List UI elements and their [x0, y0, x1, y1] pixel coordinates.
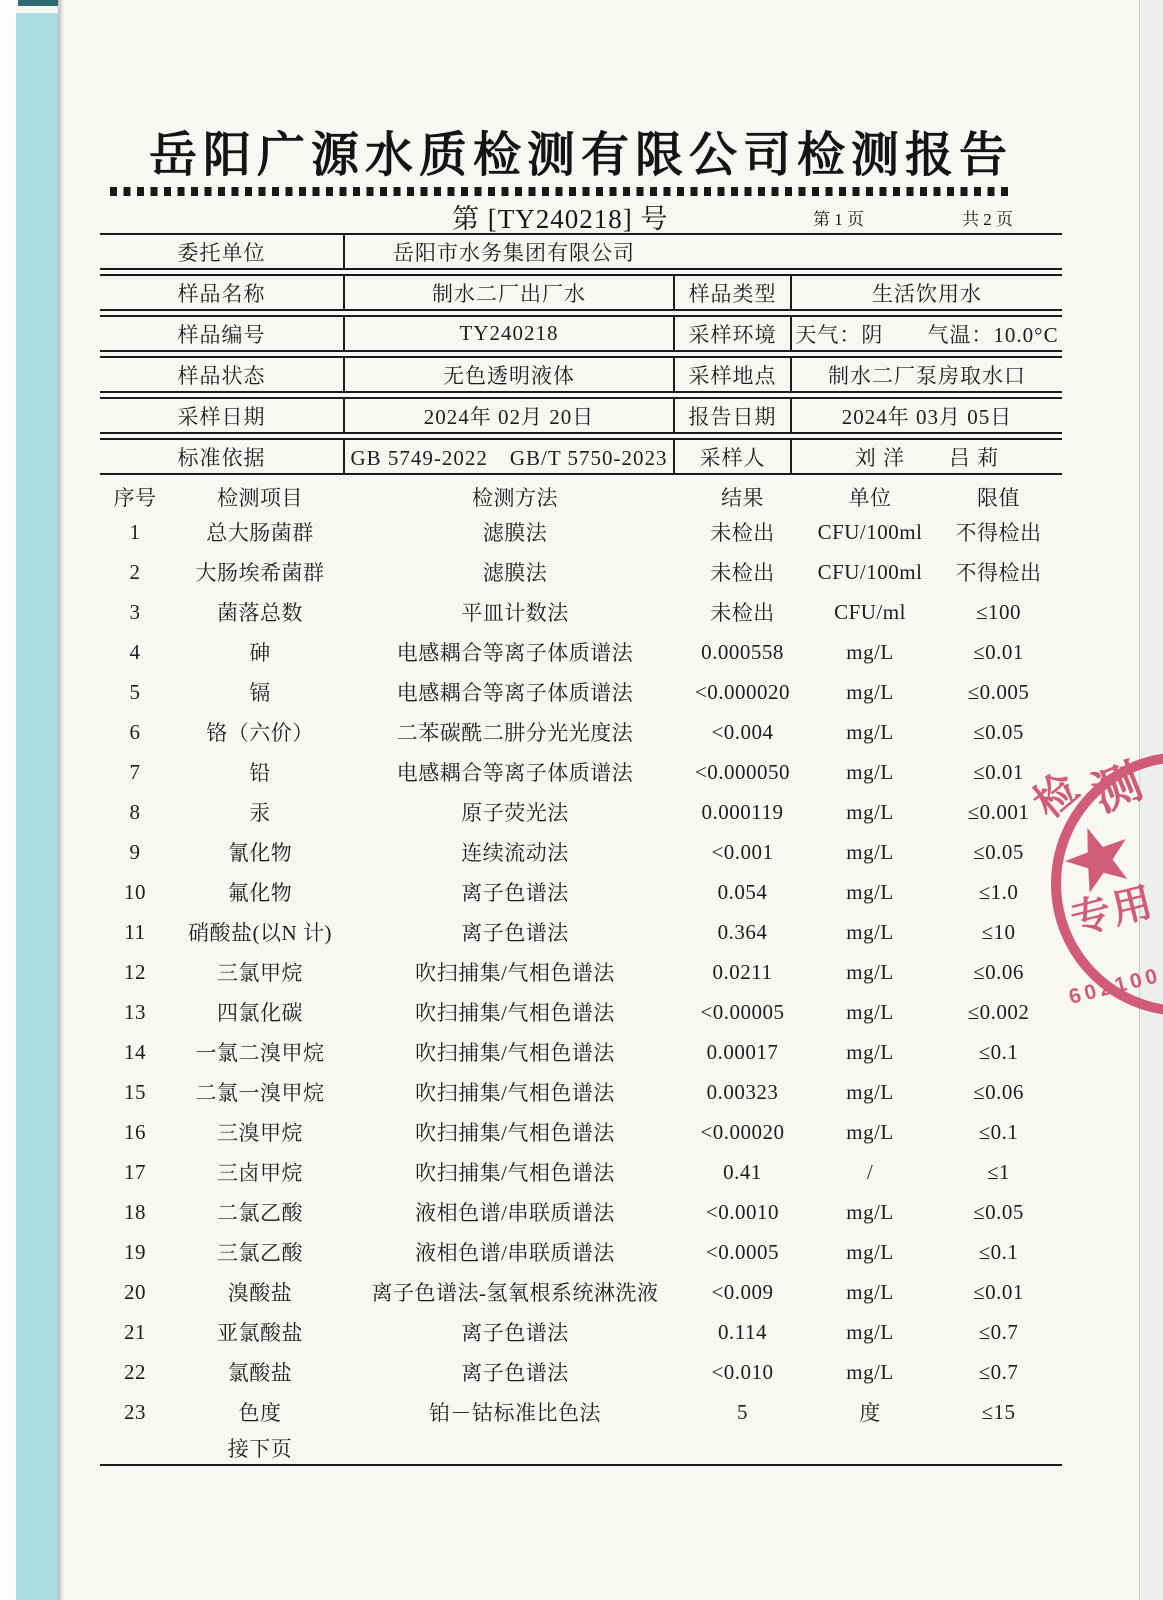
result-index: 4: [129, 639, 141, 664]
result-unit: 度: [859, 1401, 881, 1425]
result-value: <0.00005: [700, 999, 785, 1024]
result-value: <0.004: [711, 719, 774, 744]
result-row: [100, 1152, 1062, 1192]
result-method: 原子荧光法: [461, 801, 569, 825]
result-index: 19: [124, 1239, 146, 1264]
result-item-name: 四氯化碳: [217, 1001, 303, 1025]
result-unit: mg/L: [846, 799, 894, 824]
result-method: 电感耦合等离子体质谱法: [396, 641, 634, 665]
info-value-2: 刘 洋 吕 莉: [854, 445, 1000, 470]
result-method: 液相色谱/串联质谱法: [415, 1201, 615, 1225]
result-row: [100, 832, 1062, 872]
company-seal-stamp: [1023, 712, 1163, 1042]
result-unit: mg/L: [846, 879, 894, 904]
result-limit: ≤15: [981, 1399, 1016, 1424]
backing-corner-bar: [18, 0, 63, 6]
scan-margin-left: [0, 0, 16, 1600]
result-limit: ≤0.1: [978, 1119, 1019, 1144]
result-method: 连续流动法: [461, 841, 569, 865]
result-item-name: 氰化物: [227, 841, 293, 865]
result-limit: ≤0.06: [973, 959, 1024, 984]
seal-graphic: [1023, 712, 1163, 1042]
result-unit: CFU/ml: [834, 599, 906, 624]
result-index: 16: [124, 1119, 146, 1144]
result-limit: ≤0.01: [973, 1279, 1024, 1304]
page-title: 岳阳广源水质检测有限公司检测报告: [148, 129, 1013, 182]
result-method: 平皿计数法: [461, 601, 569, 625]
info-value-2: 制水二厂泵房取水口: [828, 363, 1026, 388]
result-index: 14: [124, 1039, 146, 1064]
results-table-body: [100, 512, 1062, 1432]
result-method: 离子色谱法: [461, 881, 569, 905]
result-row: [100, 1112, 1062, 1152]
result-row: [100, 1072, 1062, 1112]
result-value: 0.41: [723, 1159, 762, 1184]
result-unit: mg/L: [846, 1079, 894, 1104]
info-label-2: 样品类型: [675, 276, 792, 309]
result-unit: mg/L: [846, 719, 894, 744]
result-limit: ≤0.01: [973, 639, 1024, 664]
header-item: 检测项目: [217, 486, 303, 510]
result-limit: ≤0.005: [967, 679, 1030, 704]
result-value: <0.000020: [694, 679, 791, 704]
result-method: 吹扫捕集/气相色谱法: [415, 961, 615, 985]
result-limit: ≤0.06: [973, 1079, 1024, 1104]
result-row: [100, 712, 1062, 752]
result-unit: mg/L: [846, 759, 894, 784]
result-unit: mg/L: [846, 1239, 894, 1264]
result-limit: ≤1.0: [978, 879, 1019, 904]
result-unit: mg/L: [846, 999, 894, 1024]
result-method: 滤膜法: [482, 521, 548, 545]
result-index: 11: [124, 919, 146, 944]
sample-info-row: [100, 315, 1062, 352]
result-value: <0.00020: [700, 1119, 785, 1144]
result-index: 22: [124, 1359, 146, 1384]
backing-sheet-strip: [16, 13, 59, 1600]
sample-info-row: [100, 397, 1062, 434]
result-value: 未检出: [710, 601, 775, 625]
header-unit: 单位: [848, 486, 892, 510]
result-item-name: 色度: [238, 1401, 282, 1425]
result-item-name: 二氯乙酸: [217, 1201, 303, 1225]
result-row: [100, 792, 1062, 832]
result-item-name: 菌落总数: [217, 601, 303, 625]
info-label: 样品状态: [100, 358, 345, 391]
result-index: 2: [129, 559, 141, 584]
sample-info-row: [100, 356, 1062, 393]
result-row: [100, 912, 1062, 952]
result-item-name: 铅: [249, 761, 271, 785]
result-item-name: 三卤甲烷: [217, 1161, 303, 1185]
info-label: 采样日期: [100, 399, 345, 432]
sample-info-row: [100, 438, 1062, 475]
info-value-2: 生活饮用水: [872, 281, 982, 306]
table-bottom-rule: [100, 1464, 1062, 1466]
result-index: 5: [129, 679, 141, 704]
result-index: 15: [124, 1079, 146, 1104]
results-table: [100, 482, 1062, 1466]
sample-info-row: [100, 233, 1062, 270]
info-label-2: 采样人: [675, 440, 792, 473]
result-item-name: 亚氯酸盐: [217, 1321, 303, 1345]
result-value: <0.009: [711, 1279, 774, 1304]
info-label: 委托单位: [100, 235, 345, 268]
result-index: 18: [124, 1199, 146, 1224]
result-value: 0.054: [717, 879, 768, 904]
info-label: 样品名称: [100, 276, 345, 309]
seal-top-char-1: 检: [1024, 763, 1087, 827]
result-limit: ≤0.7: [978, 1319, 1019, 1344]
header-index: 序号: [113, 486, 157, 510]
paper-left-edge-shadow: [58, 0, 64, 1600]
result-item-name: 总大肠菌群: [206, 521, 314, 545]
result-limit: 不得检出: [955, 561, 1042, 585]
result-item-name: 二氯一溴甲烷: [195, 1081, 325, 1105]
header-method: 检测方法: [472, 486, 558, 510]
result-limit: ≤0.002: [967, 999, 1030, 1024]
result-item-name: 汞: [249, 801, 271, 825]
result-index: 23: [124, 1399, 146, 1424]
result-index: 20: [124, 1279, 146, 1304]
result-unit: mg/L: [846, 1199, 894, 1224]
result-value: 0.00017: [706, 1039, 779, 1064]
result-item-name: 氯酸盐: [227, 1361, 293, 1385]
result-unit: mg/L: [846, 919, 894, 944]
result-value: 0.000558: [701, 639, 784, 664]
header-limit: 限值: [977, 486, 1020, 510]
results-header-row: [100, 482, 1062, 512]
result-row: [100, 1192, 1062, 1232]
page-total: 共 2 页: [962, 210, 1013, 229]
result-method: 吹扫捕集/气相色谱法: [415, 1161, 615, 1185]
result-row: [100, 1032, 1062, 1072]
result-item-name: 溴酸盐: [227, 1281, 293, 1305]
result-limit: ≤0.05: [973, 719, 1024, 744]
result-unit: mg/L: [846, 959, 894, 984]
result-method: 电感耦合等离子体质谱法: [396, 681, 634, 705]
result-value: 0.0211: [712, 959, 773, 984]
result-unit: mg/L: [846, 1279, 894, 1304]
result-index: 13: [124, 999, 146, 1024]
result-unit: /: [866, 1159, 874, 1184]
result-value: 0.114: [718, 1319, 767, 1344]
result-index: 8: [129, 799, 141, 824]
result-unit: CFU/100ml: [817, 559, 923, 584]
result-index: 21: [124, 1319, 146, 1344]
page-current: 第 1 页: [813, 210, 864, 229]
result-unit: mg/L: [846, 1039, 894, 1064]
result-row: [100, 952, 1062, 992]
info-value: 岳阳市水务集团有限公司: [393, 240, 635, 265]
result-method: 离子色谱法: [461, 921, 569, 945]
result-unit: mg/L: [846, 639, 894, 664]
result-method: 电感耦合等离子体质谱法: [396, 761, 634, 785]
result-limit: ≤10: [981, 919, 1016, 944]
info-value: GB 5749-2022 GB/T 5750-2023: [345, 440, 675, 473]
result-value: 0.00323: [706, 1079, 779, 1104]
result-row: [100, 992, 1062, 1032]
result-limit: ≤100: [975, 599, 1022, 624]
result-row: [100, 1232, 1062, 1272]
header-result: 结果: [721, 486, 764, 510]
result-index: 17: [124, 1159, 146, 1184]
result-item-name: 三氯甲烷: [217, 961, 303, 985]
result-index: 6: [129, 719, 141, 744]
result-unit: mg/L: [846, 1319, 894, 1344]
report-number: 第 [TY240218] 号: [452, 204, 669, 234]
result-limit: ≤0.001: [967, 799, 1030, 824]
result-item-name: 氟化物: [227, 881, 293, 905]
result-value: 0.000119: [701, 799, 784, 824]
result-method: 液相色谱/串联质谱法: [415, 1241, 615, 1265]
result-method: 吹扫捕集/气相色谱法: [415, 1041, 615, 1065]
result-row: [100, 1392, 1062, 1432]
result-index: 9: [129, 839, 141, 864]
result-value: <0.001: [711, 839, 774, 864]
result-index: 12: [124, 959, 146, 984]
result-value: 未检出: [710, 521, 775, 545]
info-value: 2024年 02月 20日: [345, 399, 675, 432]
result-value: <0.010: [711, 1359, 774, 1384]
result-method: 离子色谱法-氢氧根系统淋洗液: [371, 1281, 659, 1305]
result-limit: ≤0.7: [978, 1359, 1019, 1384]
info-label: 标准依据: [100, 440, 345, 473]
info-label: 样品编号: [100, 317, 345, 350]
result-item-name: 铬（六价）: [206, 721, 314, 745]
result-method: 离子色谱法: [461, 1361, 569, 1385]
result-unit: mg/L: [846, 1119, 894, 1144]
result-method: 吹扫捕集/气相色谱法: [415, 1001, 615, 1025]
seal-top-char-2: 测: [1085, 755, 1150, 823]
seal-serial: 602100: [1066, 963, 1163, 1009]
result-unit: CFU/100ml: [817, 519, 923, 544]
info-value: TY240218: [345, 317, 675, 350]
result-item-name: 镉: [249, 681, 271, 705]
result-row: [100, 552, 1062, 592]
result-method: 铂－钴标准比色法: [429, 1401, 601, 1425]
sample-info-table: [100, 233, 1062, 479]
result-unit: mg/L: [846, 679, 894, 704]
info-label-2: 采样地点: [675, 358, 792, 391]
result-unit: mg/L: [846, 1359, 894, 1384]
result-index: 1: [129, 519, 141, 544]
seal-mid-text: 专用: [1066, 879, 1159, 943]
result-item-name: 大肠埃希菌群: [195, 561, 325, 585]
result-index: 3: [129, 599, 141, 624]
sample-info-row: [100, 274, 1062, 311]
page-indicator: [813, 205, 1013, 230]
result-row: [100, 1352, 1062, 1392]
result-item-name: 一氯二溴甲烷: [195, 1041, 325, 1065]
result-row: [100, 592, 1062, 632]
result-limit: ≤1: [986, 1159, 1011, 1184]
result-method: 滤膜法: [482, 561, 548, 585]
result-value: 0.364: [717, 919, 768, 944]
result-limit: ≤0.01: [973, 759, 1024, 784]
result-unit: mg/L: [846, 839, 894, 864]
result-item-name: 硝酸盐(以N 计): [188, 921, 332, 945]
result-row: [100, 752, 1062, 792]
result-method: 吹扫捕集/气相色谱法: [415, 1121, 615, 1145]
info-value: 制水二厂出厂水: [345, 276, 675, 309]
result-row: [100, 1312, 1062, 1352]
result-limit: ≤0.05: [973, 1199, 1024, 1224]
result-index: 7: [129, 759, 141, 784]
footer-spacer: [100, 1432, 170, 1464]
result-item-name: 三氯乙酸: [217, 1241, 303, 1265]
info-label-2: 采样环境: [675, 317, 792, 350]
result-index: 10: [124, 879, 146, 904]
result-limit: ≤0.1: [978, 1239, 1019, 1264]
result-row: [100, 512, 1062, 552]
info-value-2: 2024年 03月 05日: [841, 404, 1013, 429]
result-value: <0.0005: [705, 1239, 780, 1264]
result-method: 吹扫捕集/气相色谱法: [415, 1081, 615, 1105]
result-row: [100, 632, 1062, 672]
info-value-2: 天气：阴 气温：10.0°C: [795, 322, 1059, 347]
result-value: <0.0010: [705, 1199, 780, 1224]
info-value: 无色透明液体: [345, 358, 675, 391]
result-limit: ≤0.05: [973, 839, 1024, 864]
result-method: 离子色谱法: [461, 1321, 569, 1345]
results-footer-row: [100, 1432, 1062, 1464]
continued-next-page-label: 接下页: [227, 1437, 293, 1461]
result-value: 5: [737, 1399, 748, 1424]
result-row: [100, 1272, 1062, 1312]
result-row: [100, 672, 1062, 712]
result-value: <0.000050: [694, 759, 791, 784]
result-method: 二苯碳酰二肼分光光度法: [396, 721, 634, 745]
result-limit: ≤0.1: [978, 1039, 1019, 1064]
info-label-2: 报告日期: [675, 399, 792, 432]
title-dotted-rule: [110, 187, 1010, 196]
result-limit: 不得检出: [955, 521, 1042, 545]
result-item-name: 砷: [249, 641, 271, 665]
result-value: 未检出: [710, 561, 775, 585]
result-row: [100, 872, 1062, 912]
result-item-name: 三溴甲烷: [217, 1121, 303, 1145]
